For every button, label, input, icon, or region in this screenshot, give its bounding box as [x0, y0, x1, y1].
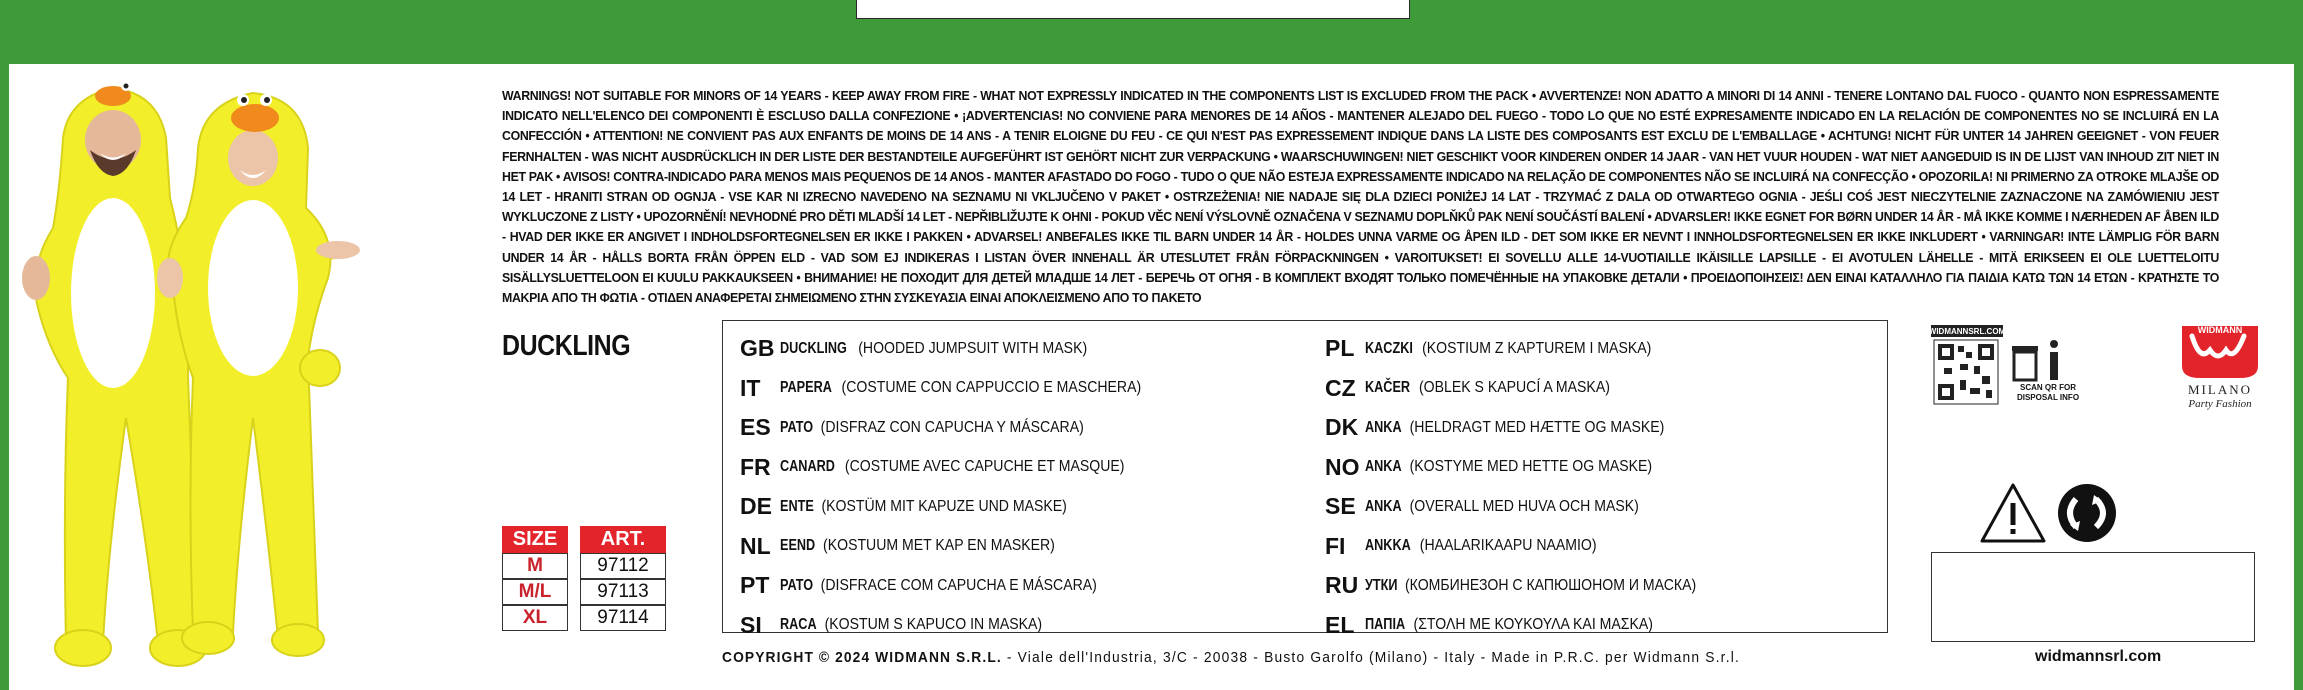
- qr-block: [1930, 324, 2090, 413]
- copyright-address: - Viale dell'Industria, 3/C - 20038 - Busto Garolfo (Milano) - Italy - Made in P.R.C. per Widmann S.r.l.: [1001, 649, 1741, 666]
- copyright-main: COPYRIGHT © 2024 WIDMANN S.R.L.: [722, 649, 1002, 666]
- language-description: (DISFRAZ CON CAPUCHA Y MÁSCARA): [816, 418, 1084, 436]
- art-number: 97114: [580, 605, 666, 631]
- language-code: DE: [740, 493, 772, 520]
- disposal-label-1: SCAN QR FOR: [2020, 383, 2076, 392]
- qr-code-icon: [1930, 324, 2090, 408]
- top-label-box: [856, 0, 1410, 19]
- product-photo: [8, 78, 503, 684]
- brand-tagline: Party Fashion: [2188, 398, 2252, 410]
- safety-icons: [1980, 481, 2120, 552]
- language-code: FR: [740, 453, 771, 480]
- language-description: (HOODED JUMPSUIT WITH MASK): [854, 339, 1088, 357]
- language-product-name: CANARD: [780, 458, 835, 476]
- language-code: ES: [740, 414, 771, 441]
- language-product-name: EEND: [780, 537, 816, 555]
- language-row: [740, 527, 1190, 567]
- art-number: 97112: [580, 553, 666, 579]
- language-row: [740, 566, 1190, 606]
- language-code: EL: [1325, 611, 1355, 638]
- recycle-green-dot-icon: [2058, 484, 2116, 542]
- art-number: 97113: [580, 579, 666, 605]
- language-product-name: RACA: [780, 616, 817, 634]
- language-description: (OBLEK S KAPUCÍ A MASKA): [1415, 379, 1610, 397]
- language-code: CZ: [1325, 374, 1356, 401]
- language-product-name: PATO: [780, 418, 814, 436]
- table-row: [502, 553, 666, 579]
- language-row: [1325, 606, 1741, 646]
- size-table: [502, 526, 666, 631]
- language-row: [740, 606, 1190, 646]
- warning-triangle-icon: [1982, 485, 2044, 541]
- warnings-text: WARNINGS! NOT SUITABLE FOR MINORS OF 14 YEARS - KEEP AWAY FROM FIRE - WHAT NOT EXPRESSLY INDICATED IN THE COMPONENTS LIST IS EXCLUDED FROM THE PACK • AVVERTENZE! NON ADATTO A MINORI DI 14 ANNI - TENERE LONTANO DAL FUOCO - QUANTO NON ESPRESSAMENTE INDICATO NELL'ELENCO DEI COMPONENTI È ESCLUSO DALLA CONFEZIONE • ¡ADVERTENCIAS! NO CONVIENE PARA MENORES DE 14 AÑOS - MANTENER ALEJADO DEL FUEGO - TODO LO QUE NO ESTÉ EXPRESAMENTE INDICADO EN LA RELACIÓN DE COMPONENTES NO SE INCLUIRÁ EN LA CONFECCIÓN • ATTENTION! NE CONVIENT PAS AUX ENFANTS DE MOINS DE 14 ANS - A TENIR ELOIGNE DU FEU - CE QUI N'EST PAS EXPRESSEMENT INDIQUE DANS LA LISTE DES COMPOSANTS EST EXCLU DE L'EMBALLAGE • ACHTUNG! NICHT FÜR UNTER 14 JAHREN GEEIGNET - VON FEUER FERNHALTEN - WAS NICHT AUSDRÜCKLICH IN DER LISTE DER BESTANDTEILE AUFGEFÜHRT IST GEHÖRT NICHT ZUR VERPACKUNG • WAARSCHUWINGEN! NIET GESCHIKT VOOR KINDEREN ONDER 14 JAAR - VAN HET VUUR HOUDEN - WAT NIET AANGEDUID IS IN DE LIJST VAN INHOUD ZIT NIET IN HET PAK • AVISOS! CONTRA-INDICADO PARA MENOS MAIS PEQUENOS DE 14 ANOS - MANTER AFASTADO DO FOGO - TUDO O QUE NÃO ESTEJA EXPRESSAMENTE INDICADO NA RELAÇÃO DE COMPONENTES NÃO SE INCLUIRÁ NA CONFECÇÃO • OPOZORILA! NI PRIMERNO ZA OTROKE MLAJŠE OD 14 LET - HRANITI STRAN OD OGNJA - VSE KAR NI IZRECNO NAVEDENO NA SEZNAMU NI VKLJUČENO V PAKET • OSTRZEŻENIA! NIE NADAJE SIĘ DLA DZIECI PONIŻEJ 14 LAT - TRZYMAĆ Z DALA OD OTWARTEGO OGNIA - JEŚLI COŚ JEST NIECZYTELNIE ZAZNACZONE NA ZAMÓWIENIU JEST WYKLUCZONE Z LISTY • UPOZORNĚNÍ! NEVHODNÉ PRO DĚTI MLADŠÍ 14 LET - NEPŘIBLIŽUJTE K OHNI - POKUD VĚC NENÍ VÝSLOVNĚ OZNAČENA V SEZNAMU DOPLŇKŮ PAK NENÍ SOUČÁSTÍ BALENÍ • ADVARSLER! IKKE EGNET FOR BØRN UNDER 14 ÅR - MÅ IKKE KOMME I NÆRHEDEN AF ÅBEN ILD - HVAD DER IKKE ER ANGIVET I INDHOLDSFORTEGNELSEN ER IKKE I PAKKEN • ADVARSEL! ANBEFALES IKKE TIL BARN UNDER 14 ÅR - HOLDES UNNA VARME OG ÅPEN ILD - DET SOM IKKE ER NEVNT I INNHOLDSFORTEGNELSEN ER IKKE INKLUDERT • VARNINGAR! INTE LÄMPLIG FÖR BARN UNDER 14 ÅR - HÅLLS BORTA FRÅN ÖPPEN ELD - VAD SOM EJ INDIKERAS I LISTAN ÖVER INNEHALL ÄR UTESLUTET FRÅN FÖRPACKNINGEN • VAROITUKSET! EI SOVELLU ALLE 14-VUOTIAILLE IKÄISILLE LAPSILLE - EI AVOTULEN LÄHELLE - MITÄ ERIKSEEN EI OLE LUETTELOITU SISÄLLYSLUETTELOON EI KUULU PAKKAUKSEEN • ВНИМАНИЕ! НЕ ПОХОДИТ ДЛЯ ДЕТЕЙ МЛАДШЕ 14 ЛЕТ - БЕРЕЧЬ ОТ ОГНЯ - В КОМПЛЕКТ ВХОДЯТ ТОЛЬКО ПОМЕЧЁННЫЕ НА УПАКОВКЕ ДЕТАЛИ • ΠΡΟΕΙΔΟΠΟΙΗΣΕΙΣ! ΔΕΝ ΕΙΝΑΙ ΚΑΤΑΛΛΗΛΟ ΓΙΑ ΠΑΙΔΙΑ ΚΑΤΩ ΤΩΝ 14 ΕΤΩΝ - ΚΡΑΤΗΣΤΕ ΤΟ ΜΑΚΡΙΑ ΑΠΟ ΤΗ ΦΩΤΙΑ - ΟΤΙΔΕΝ ΑΝΑΦΕΡΕΤΑΙ ΣΗΜΕΙΩΜΕΝΟ ΣΤΗΝ ΣΥΣΚΕΥΑΣΙΑ ΕΙΝΑΙ ΑΠΟΚΛΕΙΣΜΕΝΟ ΑΠΟ ΤΟ ΠΑΚΕΤΟ: [502, 89, 2219, 306]
- language-list-box: [722, 320, 1888, 638]
- language-row: [740, 329, 1190, 369]
- language-description: (HELDRAGT MED HÆTTE OG MASKE): [1405, 418, 1665, 436]
- language-code: RU: [1325, 572, 1359, 599]
- language-product-name: ANKA: [1365, 497, 1402, 515]
- language-row: [740, 369, 1190, 409]
- language-product-name: DUCKLING: [780, 339, 847, 357]
- language-description: (ΣΤΟΛΗ ΜΕ ΚΟΥΚΟΥΛΑ ΚΑΙ ΜΑΣΚΑ): [1409, 616, 1653, 634]
- language-row: [1325, 408, 1741, 448]
- language-description: (KOSTUM S KAPUCO IN MASKA): [820, 616, 1043, 634]
- language-code: SI: [740, 611, 762, 638]
- language-description: (COSTUME AVEC CAPUCHE ET MASQUE): [841, 458, 1125, 476]
- widmann-logo-icon: [2170, 322, 2270, 410]
- blank-label-box: [1931, 552, 2255, 642]
- language-product-name: KACZKI: [1365, 339, 1413, 357]
- language-product-name: ANKKA: [1365, 537, 1411, 555]
- size-value: XL: [502, 605, 568, 631]
- brand-logo: [2170, 322, 2270, 415]
- language-row: [740, 408, 1190, 448]
- language-description: (KOSTUUM MET KAP EN MASKER): [819, 537, 1055, 555]
- language-code: PT: [740, 572, 770, 599]
- copyright-line: [722, 649, 1740, 666]
- language-product-name: ANKA: [1365, 458, 1402, 476]
- green-border-right: [2294, 0, 2303, 690]
- language-description: (KOSTYME MED HETTE OG MASKE): [1405, 458, 1653, 476]
- table-row: [502, 605, 666, 631]
- website-url: widmannsrl.com: [2035, 648, 2162, 665]
- language-description: (DISFRACE COM CAPUCHA E MÁSCARA): [816, 576, 1097, 594]
- language-product-name: ΠΑΠΙΑ: [1365, 616, 1406, 634]
- language-row: [740, 448, 1190, 488]
- language-description: (KOSTIUM Z KAPTUREM I MASKA): [1418, 339, 1652, 357]
- art-header: ART.: [580, 526, 666, 553]
- disposal-label-2: DISPOSAL INFO: [2016, 393, 2080, 402]
- language-description: (OVERALL MED HUVA OCH MASK): [1405, 497, 1639, 515]
- product-name: DUCKLING: [502, 330, 631, 362]
- size-header: SIZE: [502, 526, 568, 553]
- language-row: [1325, 448, 1741, 488]
- language-product-name: УТКИ: [1365, 576, 1398, 594]
- language-code: IT: [740, 374, 761, 401]
- language-row: [740, 487, 1190, 527]
- language-row: [1325, 527, 1741, 567]
- brand-badge: WIDMANN: [2197, 325, 2243, 335]
- language-code: NL: [740, 532, 771, 559]
- language-code: SE: [1325, 493, 1356, 520]
- language-column-left: [740, 329, 1190, 645]
- language-product-name: KAČER: [1365, 379, 1411, 397]
- language-product-name: PAPERA: [780, 379, 832, 397]
- language-row: [1325, 329, 1741, 369]
- language-description: (КОМБИНЕЗОН С КАПЮШОНОМ И МАСКА): [1401, 576, 1697, 594]
- table-row: [502, 579, 666, 605]
- language-row: [1325, 566, 1741, 606]
- size-value: M/L: [502, 579, 568, 605]
- qr-label: WIDMANNSRL.COM: [1930, 327, 2006, 336]
- language-code: PL: [1325, 335, 1355, 362]
- language-code: NO: [1325, 453, 1360, 480]
- language-code: FI: [1325, 532, 1346, 559]
- language-column-right: [1325, 329, 1741, 645]
- language-description: (COSTUME CON CAPPUCCIO E MASCHERA): [837, 379, 1142, 397]
- language-code: DK: [1325, 414, 1359, 441]
- language-row: [1325, 487, 1741, 527]
- brand-city: MILANO: [2188, 382, 2252, 397]
- language-description: (KOSTÜM MIT KAPUZE UND MASKE): [817, 497, 1067, 515]
- language-product-name: ANKA: [1365, 418, 1402, 436]
- language-code: GB: [740, 335, 775, 362]
- language-product-name: PATO: [780, 576, 814, 594]
- language-row: [1325, 369, 1741, 409]
- language-description: (HAALARIKAAPU NAAMIO): [1415, 537, 1597, 555]
- size-value: M: [502, 553, 568, 579]
- language-product-name: ENTE: [780, 497, 814, 515]
